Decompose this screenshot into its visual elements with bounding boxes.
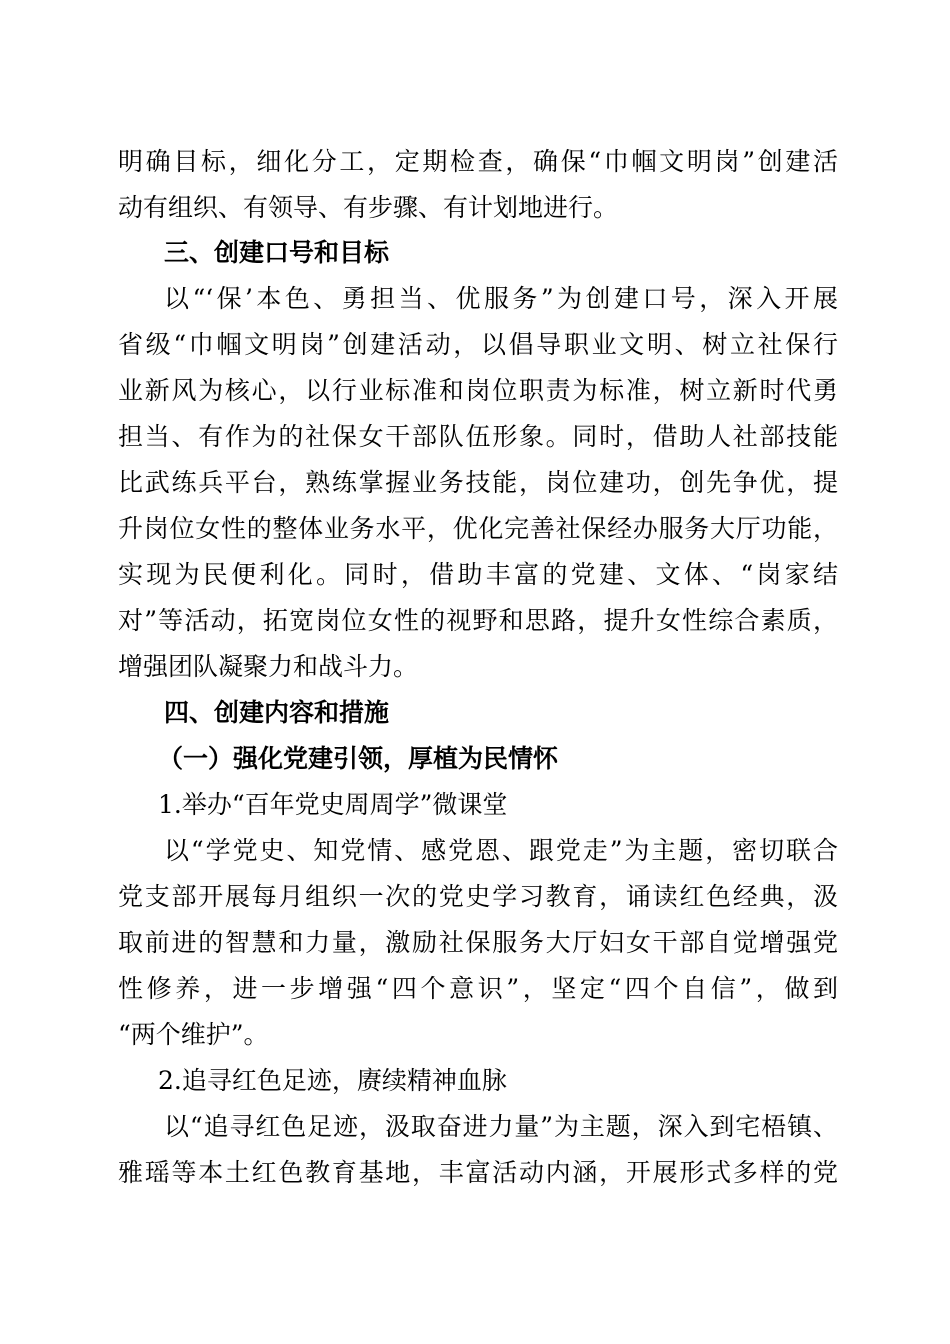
item-title: 2.追寻红色足迹，赓续精神血脉	[158, 1066, 507, 1095]
paragraph-line: 以“追寻红色足迹，汲取奋进力量”为主题，深入到宅梧镇、	[164, 1112, 838, 1141]
paragraph-line: “两个维护”。	[118, 1020, 269, 1049]
paragraph-line: 增强团队凝聚力和战斗力。	[118, 652, 419, 681]
paragraph-line: 以“‘保’本色、勇担当、优服务”为创建口号，深入开展	[164, 284, 838, 313]
paragraph-line: 动有组织、有领导、有步骤、有计划地进行。	[118, 193, 619, 222]
paragraph-line: 省级“巾帼文明岗”创建活动，以倡导职业文明、树立社保行	[118, 330, 838, 359]
paragraph-line: 业新风为核心，以行业标准和岗位职责为标准，树立新时代勇	[118, 376, 838, 405]
paragraph-line: 担当、有作为的社保女干部队伍形象。同时，借助人社部技能	[118, 422, 838, 451]
paragraph-line: 性修养，进一步增强“四个意识”，坚定“四个自信”，做到	[118, 974, 838, 1003]
section-heading: 四、创建内容和措施	[164, 698, 390, 727]
paragraph-line: 取前进的智慧和力量，激励社保服务大厅妇女干部自觉增强党	[118, 928, 838, 957]
paragraph-line: 以“学党史、知党情、感党恩、跟党走”为主题，密切联合	[164, 836, 838, 865]
paragraph-line: 党支部开展每月组织一次的党史学习教育，诵读红色经典，汲	[118, 882, 838, 911]
section-heading: 三、创建口号和目标	[164, 238, 390, 267]
paragraph-line: 对”等活动，拓宽岗位女性的视野和思路，提升女性综合素质，	[118, 606, 838, 635]
paragraph-line: 明确目标，细化分工，定期检查，确保“巾帼文明岗”创建活	[118, 147, 838, 176]
paragraph-line: 比武练兵平台，熟练掌握业务技能，岗位建功，创先争优，提	[118, 468, 838, 497]
item-title: 1.举办“百年党史周周学”微课堂	[158, 790, 508, 819]
subsection-heading: （一）强化党建引领，厚植为民情怀	[158, 744, 559, 773]
paragraph-line: 雅瑶等本土红色教育基地，丰富活动内涵，开展形式多样的党	[118, 1158, 838, 1187]
paragraph-line: 实现为民便利化。同时，借助丰富的党建、文体、“岗家结	[118, 560, 838, 589]
paragraph-line: 升岗位女性的整体业务水平，优化完善社保经办服务大厅功能，	[118, 514, 838, 543]
